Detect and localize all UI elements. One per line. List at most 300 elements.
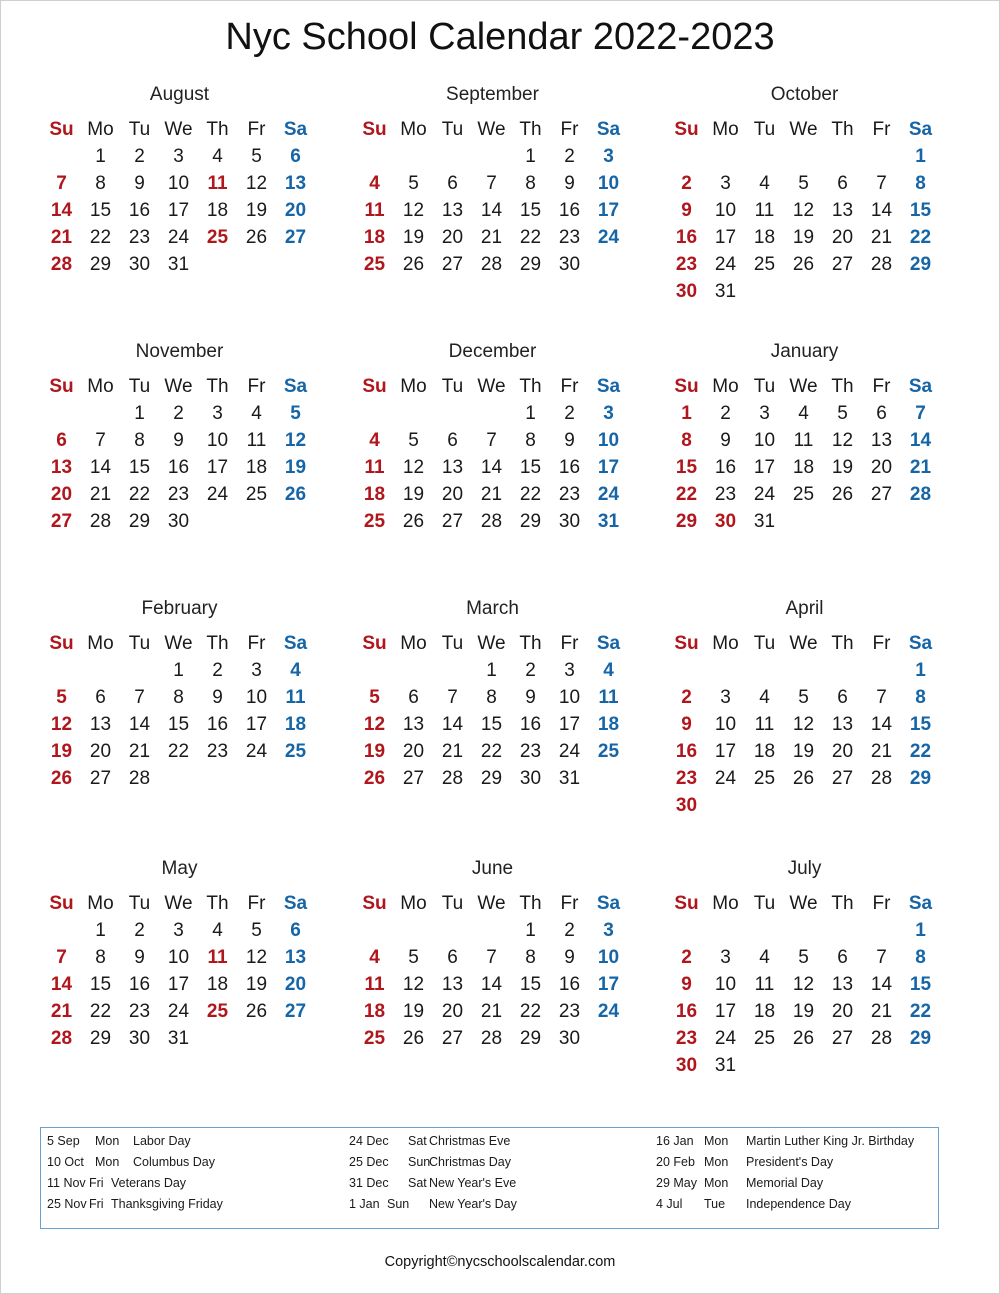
empty-cell (823, 917, 862, 944)
weekday-header: Sa (908, 375, 933, 397)
weekday-header: Fr (872, 375, 891, 397)
holiday-date: 24 Dec (349, 1134, 389, 1148)
holiday-weekday: Mon (95, 1134, 120, 1148)
holiday-name: New Year's Eve (429, 1176, 517, 1190)
empty-cell (784, 143, 823, 170)
day-cell: 23 (675, 767, 698, 789)
day-cell: 24 (753, 483, 776, 505)
weekday-header: We (789, 632, 818, 654)
weekday-header: Th (831, 118, 854, 140)
empty-cell (784, 917, 823, 944)
holiday-name: President's Day (746, 1155, 834, 1169)
day-cell: 17 (558, 713, 581, 735)
empty-cell (355, 917, 394, 944)
month-grid (42, 373, 315, 535)
day-cell: 28 (50, 253, 73, 275)
day-cell: 28 (909, 483, 932, 505)
weekday-header: Mo (712, 632, 739, 654)
day-cell: 15 (89, 199, 112, 221)
day-cell: 4 (369, 429, 380, 451)
day-cell: 21 (50, 226, 73, 248)
day-cell: 23 (167, 483, 190, 505)
day-cell: 16 (675, 740, 698, 762)
day-cell: 31 (558, 767, 581, 789)
weekday-header: Su (362, 375, 387, 397)
holiday-date: 16 Jan (656, 1134, 694, 1148)
day-cell: 31 (714, 1054, 737, 1076)
day-cell: 30 (714, 510, 737, 532)
day-cell: 20 (831, 740, 854, 762)
day-cell: 14 (870, 973, 893, 995)
day-cell: 28 (89, 510, 112, 532)
weekday-header: Mo (712, 892, 739, 914)
day-cell: 6 (447, 429, 458, 451)
holiday-weekday: Fri (89, 1176, 104, 1190)
day-cell: 31 (714, 280, 737, 302)
day-cell: 22 (128, 483, 151, 505)
day-cell: 24 (597, 483, 620, 505)
day-cell: 25 (363, 253, 386, 275)
day-cell: 22 (909, 740, 932, 762)
day-cell: 25 (245, 483, 268, 505)
day-cell: 12 (245, 946, 268, 968)
day-cell: 21 (50, 1000, 73, 1022)
weekday-header: We (477, 118, 506, 140)
weekday-header: We (477, 632, 506, 654)
legend-row (349, 1132, 634, 1153)
day-cell: 2 (525, 659, 536, 681)
day-cell: 31 (753, 510, 776, 532)
weekday-header: Sa (596, 118, 621, 140)
day-cell: 26 (792, 1027, 815, 1049)
day-cell: 27 (870, 483, 893, 505)
month-name: August (149, 84, 210, 105)
day-cell: 17 (167, 973, 190, 995)
day-cell: 9 (681, 199, 692, 221)
day-cell: 13 (50, 456, 73, 478)
month-grid (667, 890, 940, 1079)
weekday-header: Tu (441, 632, 464, 654)
day-cell: 15 (519, 973, 542, 995)
holiday-weekday: Mon (704, 1155, 729, 1169)
day-cell: 23 (558, 483, 581, 505)
day-cell: 13 (441, 199, 464, 221)
day-cell: 3 (564, 659, 575, 681)
holiday-name: Christmas Eve (429, 1134, 511, 1148)
legend-row (47, 1174, 332, 1195)
day-cell: 21 (441, 740, 464, 762)
day-cell: 29 (909, 253, 932, 275)
day-cell: 25 (753, 767, 776, 789)
day-cell: 20 (284, 973, 307, 995)
day-cell: 3 (251, 659, 262, 681)
day-cell: 22 (167, 740, 190, 762)
legend-row (656, 1153, 941, 1174)
day-cell: 14 (870, 199, 893, 221)
day-cell: 19 (402, 1000, 425, 1022)
day-cell: 17 (753, 456, 776, 478)
day-cell: 16 (128, 973, 151, 995)
weekday-header: Mo (400, 118, 427, 140)
day-cell: 27 (441, 510, 464, 532)
legend-column (47, 1132, 332, 1216)
day-cell: 8 (486, 686, 497, 708)
day-cell: 11 (793, 429, 814, 451)
month-grid (667, 373, 940, 535)
legend-row (349, 1153, 634, 1174)
day-cell: 21 (870, 226, 893, 248)
weekday-header: Th (519, 118, 542, 140)
day-cell: 9 (564, 946, 575, 968)
day-cell: 7 (134, 686, 145, 708)
day-cell: 6 (56, 429, 67, 451)
day-cell: 10 (167, 946, 190, 968)
day-cell: 24 (206, 483, 229, 505)
legend-column (349, 1132, 634, 1216)
day-cell: 20 (89, 740, 112, 762)
day-cell: 23 (714, 483, 737, 505)
day-cell: 12 (402, 456, 425, 478)
day-cell: 27 (50, 510, 73, 532)
weekday-header: Sa (908, 118, 933, 140)
legend-row (656, 1132, 941, 1153)
day-cell: 28 (128, 767, 151, 789)
day-cell: 13 (402, 713, 425, 735)
day-cell: 16 (714, 456, 737, 478)
weekday-header: Th (519, 632, 542, 654)
day-cell: 19 (363, 740, 386, 762)
day-cell: 17 (714, 740, 737, 762)
weekday-header: Su (674, 375, 699, 397)
day-cell: 12 (792, 713, 815, 735)
day-cell: 1 (486, 659, 497, 681)
day-cell: 4 (212, 919, 223, 941)
day-cell: 14 (441, 713, 464, 735)
weekday-header: Su (49, 892, 74, 914)
day-cell: 2 (564, 145, 575, 167)
day-cell: 30 (558, 253, 581, 275)
month-grid (42, 630, 315, 792)
day-cell: 6 (290, 919, 301, 941)
day-cell: 23 (128, 1000, 151, 1022)
day-cell: 4 (603, 659, 614, 681)
weekday-header: Mo (400, 632, 427, 654)
day-cell: 13 (870, 429, 893, 451)
holiday-name: Independence Day (746, 1197, 851, 1211)
day-cell: 15 (675, 456, 698, 478)
weekday-header: Tu (128, 632, 151, 654)
holiday-weekday: Fri (89, 1197, 104, 1211)
day-cell: 24 (558, 740, 581, 762)
weekday-header: Th (831, 632, 854, 654)
day-cell: 11 (207, 946, 228, 968)
empty-cell (862, 143, 901, 170)
day-cell: 26 (50, 767, 73, 789)
month-name: September (446, 84, 539, 105)
day-cell: 30 (558, 1027, 581, 1049)
day-cell: 11 (598, 686, 619, 708)
day-cell: 29 (128, 510, 151, 532)
holiday-date: 4 Jul (656, 1197, 683, 1211)
weekday-header: Sa (283, 632, 308, 654)
day-cell: 27 (831, 767, 854, 789)
day-cell: 20 (441, 483, 464, 505)
day-cell: 25 (206, 226, 229, 248)
day-cell: 8 (525, 172, 536, 194)
empty-cell (394, 400, 433, 427)
day-cell: 4 (290, 659, 301, 681)
day-cell: 17 (597, 456, 620, 478)
day-cell: 12 (284, 429, 307, 451)
weekday-header: Sa (908, 632, 933, 654)
day-cell: 8 (95, 946, 106, 968)
weekday-header: We (477, 375, 506, 397)
month-name: January (770, 341, 839, 362)
day-cell: 11 (207, 172, 228, 194)
day-cell: 6 (837, 172, 848, 194)
day-cell: 9 (134, 946, 145, 968)
day-cell: 19 (402, 483, 425, 505)
day-cell: 14 (50, 973, 73, 995)
day-cell: 21 (870, 740, 893, 762)
empty-cell (745, 917, 784, 944)
month-grid (355, 890, 628, 1052)
day-cell: 9 (681, 973, 692, 995)
day-cell: 25 (792, 483, 815, 505)
weekday-header: Th (831, 375, 854, 397)
weekday-header: Mo (87, 375, 114, 397)
weekday-header: Th (519, 375, 542, 397)
weekday-header: Fr (560, 632, 579, 654)
holiday-date: 10 Oct (47, 1155, 84, 1169)
day-cell: 14 (480, 973, 503, 995)
day-cell: 17 (245, 713, 268, 735)
day-cell: 23 (675, 1027, 698, 1049)
day-cell: 2 (681, 946, 692, 968)
day-cell: 8 (525, 946, 536, 968)
legend-row (349, 1195, 634, 1216)
day-cell: 1 (525, 402, 536, 424)
day-cell: 17 (597, 199, 620, 221)
day-cell: 22 (89, 1000, 112, 1022)
holiday-legend (40, 1127, 939, 1229)
legend-row (349, 1174, 634, 1195)
day-cell: 9 (212, 686, 223, 708)
weekday-header: We (164, 118, 193, 140)
day-cell: 26 (402, 1027, 425, 1049)
day-cell: 6 (837, 946, 848, 968)
day-cell: 30 (675, 280, 698, 302)
weekday-header: Fr (247, 118, 266, 140)
weekday-header: Tu (441, 118, 464, 140)
weekday-header: Mo (400, 375, 427, 397)
empty-cell (42, 143, 81, 170)
day-cell: 15 (909, 713, 932, 735)
day-cell: 23 (675, 253, 698, 275)
legend-row (47, 1195, 332, 1216)
day-cell: 29 (909, 767, 932, 789)
day-cell: 29 (675, 510, 698, 532)
day-cell: 17 (597, 973, 620, 995)
day-cell: 11 (754, 199, 775, 221)
empty-cell (862, 917, 901, 944)
day-cell: 29 (519, 510, 542, 532)
day-cell: 20 (831, 226, 854, 248)
day-cell: 1 (915, 919, 926, 941)
month-name: October (770, 84, 839, 105)
day-cell: 12 (831, 429, 854, 451)
day-cell: 20 (870, 456, 893, 478)
empty-cell (355, 400, 394, 427)
day-cell: 4 (759, 686, 770, 708)
day-cell: 31 (167, 253, 190, 275)
day-cell: 28 (870, 767, 893, 789)
day-cell: 22 (519, 226, 542, 248)
legend-column (656, 1132, 941, 1216)
holiday-name: Columbus Day (133, 1155, 215, 1169)
day-cell: 19 (831, 456, 854, 478)
day-cell: 7 (486, 946, 497, 968)
day-cell: 19 (402, 226, 425, 248)
day-cell: 1 (525, 919, 536, 941)
day-cell: 18 (363, 226, 386, 248)
day-cell: 18 (753, 740, 776, 762)
day-cell: 9 (525, 686, 536, 708)
day-cell: 30 (675, 1054, 698, 1076)
day-cell: 13 (284, 946, 307, 968)
day-cell: 29 (519, 1027, 542, 1049)
day-cell: 20 (50, 483, 73, 505)
weekday-header: Tu (753, 892, 776, 914)
day-cell: 13 (831, 973, 854, 995)
day-cell: 19 (792, 1000, 815, 1022)
holiday-weekday: Sat (408, 1176, 427, 1190)
month-grid (355, 630, 628, 792)
day-cell: 13 (831, 713, 854, 735)
day-cell: 27 (284, 1000, 307, 1022)
day-cell: 10 (597, 429, 620, 451)
day-cell: 25 (753, 253, 776, 275)
day-cell: 17 (714, 226, 737, 248)
day-cell: 2 (681, 172, 692, 194)
copyright-text: Copyright©nycschoolscalendar.com (384, 1254, 616, 1270)
weekday-header: Mo (712, 375, 739, 397)
month-grid (42, 116, 315, 278)
month-grid (667, 630, 940, 819)
day-cell: 10 (558, 686, 581, 708)
weekday-header: Tu (753, 632, 776, 654)
day-cell: 1 (173, 659, 184, 681)
weekday-header: Su (362, 892, 387, 914)
empty-cell (745, 143, 784, 170)
weekday-header: Fr (872, 892, 891, 914)
day-cell: 18 (597, 713, 620, 735)
weekday-header: Th (206, 632, 229, 654)
day-cell: 27 (441, 253, 464, 275)
day-cell: 7 (95, 429, 106, 451)
empty-cell (706, 143, 745, 170)
day-cell: 20 (831, 1000, 854, 1022)
holiday-date: 29 May (656, 1176, 697, 1190)
day-cell: 11 (364, 973, 385, 995)
day-cell: 26 (402, 510, 425, 532)
empty-cell (823, 657, 862, 684)
holiday-name: Christmas Day (429, 1155, 511, 1169)
empty-cell (433, 657, 472, 684)
holiday-date: 11 Nov (47, 1176, 86, 1190)
day-cell: 10 (167, 172, 190, 194)
weekday-header: Sa (596, 375, 621, 397)
day-cell: 16 (206, 713, 229, 735)
day-cell: 3 (720, 946, 731, 968)
day-cell: 12 (50, 713, 73, 735)
day-cell: 18 (206, 199, 229, 221)
weekday-header: We (164, 375, 193, 397)
day-cell: 5 (251, 145, 262, 167)
day-cell: 28 (870, 253, 893, 275)
day-cell: 16 (558, 973, 581, 995)
weekday-header: Fr (560, 375, 579, 397)
day-cell: 1 (525, 145, 536, 167)
weekday-header: Fr (247, 892, 266, 914)
weekday-header: Tu (128, 118, 151, 140)
weekday-header: We (789, 892, 818, 914)
day-cell: 3 (173, 145, 184, 167)
day-cell: 11 (754, 973, 775, 995)
day-cell: 7 (447, 686, 458, 708)
day-cell: 12 (792, 973, 815, 995)
empty-cell (81, 657, 120, 684)
day-cell: 17 (714, 1000, 737, 1022)
day-cell: 19 (284, 456, 307, 478)
day-cell: 8 (915, 172, 926, 194)
day-cell: 18 (245, 456, 268, 478)
day-cell: 7 (876, 686, 887, 708)
empty-cell (394, 657, 433, 684)
day-cell: 10 (714, 199, 737, 221)
day-cell: 23 (558, 1000, 581, 1022)
day-cell: 2 (681, 686, 692, 708)
empty-cell (355, 143, 394, 170)
empty-cell (667, 143, 706, 170)
day-cell: 14 (50, 199, 73, 221)
day-cell: 3 (173, 919, 184, 941)
day-cell: 4 (759, 946, 770, 968)
day-cell: 2 (134, 919, 145, 941)
day-cell: 23 (206, 740, 229, 762)
weekday-header: Tu (753, 118, 776, 140)
day-cell: 3 (212, 402, 223, 424)
day-cell: 14 (89, 456, 112, 478)
day-cell: 17 (206, 456, 229, 478)
holiday-weekday: Tue (704, 1197, 726, 1211)
day-cell: 3 (603, 919, 614, 941)
day-cell: 4 (798, 402, 809, 424)
day-cell: 9 (681, 713, 692, 735)
holiday-name: Thanksgiving Friday (111, 1197, 223, 1211)
weekday-header: Su (362, 118, 387, 140)
weekday-header: Th (206, 892, 229, 914)
day-cell: 29 (89, 1027, 112, 1049)
day-cell: 23 (558, 226, 581, 248)
day-cell: 20 (402, 740, 425, 762)
weekday-header: We (164, 892, 193, 914)
day-cell: 6 (447, 946, 458, 968)
legend-row (656, 1195, 941, 1216)
day-cell: 20 (441, 226, 464, 248)
day-cell: 4 (212, 145, 223, 167)
month-grid (355, 373, 628, 535)
